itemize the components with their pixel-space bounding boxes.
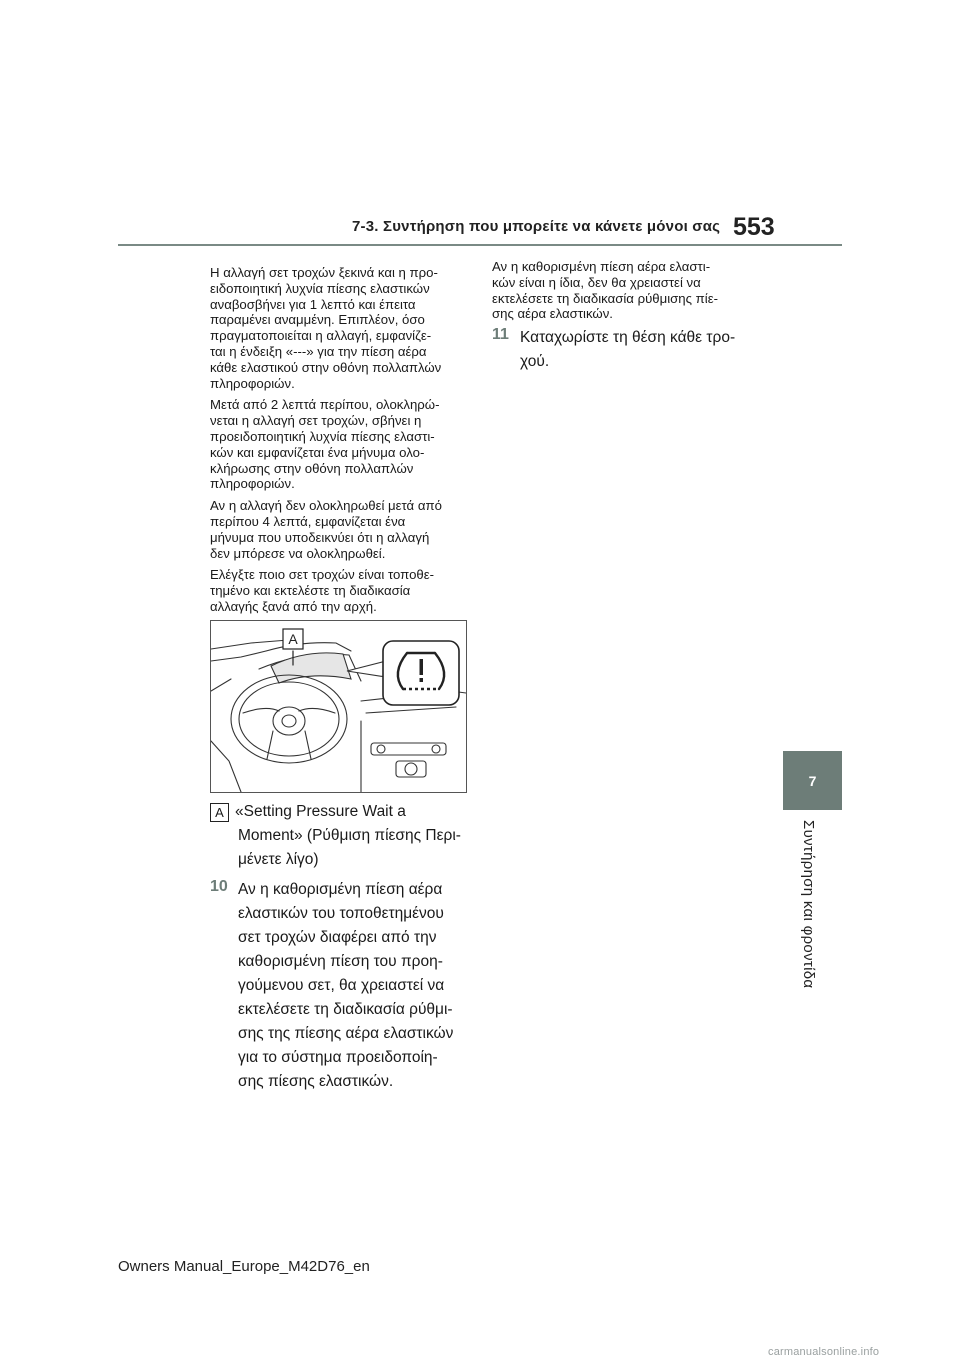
chapter-tab	[783, 751, 842, 810]
paragraph: Ελέγξτε ποιο σετ τροχών είναι τοποθε- τημένο και εκτελέστε τη διαδικασία αλλαγής ξανά από την αρχή.	[210, 567, 435, 614]
chapter-number: 7	[808, 772, 817, 789]
header-rule	[118, 244, 842, 246]
caption-text: μένετε λίγο)	[238, 851, 319, 868]
step-text: Καταχωρίστε τη θέση κάθε τρο- χού.	[520, 329, 736, 370]
watermark: carmanualsonline.info	[768, 1346, 880, 1358]
right-column	[492, 259, 762, 328]
paragraph: Αν η αλλαγή δεν ολοκληρωθεί μετά από περίπου 4 λεπτά, εμφανίζεται ένα μήνυμα που υποδεικνύει ότι η αλλαγή δεν μπόρεσε να ολοκληρωθεί.	[210, 498, 442, 561]
tire-pressure-warning-icon	[383, 641, 459, 705]
step-11	[492, 326, 762, 386]
step-number: 10	[210, 878, 228, 895]
chapter-label: Συντήρηση και φροντίδα	[800, 820, 817, 989]
footer-text: Owners Manual_Europe_M42D76_en	[118, 1258, 370, 1275]
section-title: 7-3. Συντήρηση που μπορείτε να κάνετε μόνοι σας	[352, 218, 721, 235]
step-number: 11	[492, 326, 509, 343]
paragraph: Η αλλαγή σετ τροχών ξεκινά και η προ- ειδοποιητική λυχνία πίεσης ελαστικών αναβοσβήνει για 1 λεπτό και έπειτα παραμένει αναμμένη. Επιπλέον, όσο πραγματοποιείται η αλλαγή, εμφανίζε- ται η ένδειξη «---» για την πίεση αέρα κάθε ελαστικού στην οθόνη πολλαπλών πληροφοριών.	[210, 265, 442, 391]
dashboard-drawing	[211, 621, 466, 792]
paragraph: Μετά από 2 λεπτά περίπου, ολοκληρώ- νεται η αλλαγή σετ τροχών, σβήνει η προειδοποιητική λυχνία πίεσης ελαστι- κών και εμφανίζεται ένα μήνυμα ολο- κλήρωσης στην οθόνη πολλαπλών πληροφοριών.	[210, 397, 440, 492]
step-10	[210, 878, 480, 1098]
caption-text: «Setting Pressure Wait a	[235, 803, 406, 820]
caption-label-a: A	[210, 803, 229, 822]
page-number: 553	[733, 213, 775, 241]
callout-a	[283, 629, 303, 649]
caption-text: Moment» (Ρύθμιση πίεσης Περι-	[238, 827, 461, 844]
svg-text:A: A	[288, 631, 298, 647]
dashboard-illustration	[210, 620, 467, 793]
step-text: Αν η καθορισμένη πίεση αέρα ελαστικών του τοποθετημένου σετ τροχών διαφέρει από την καθορισμένη πίεση του προη- γούμενου σετ, θα χρειαστεί να εκτελέσετε τη διαδικασία ρύθμι- σης της πίεσης αέρα ελαστικών για το σύστημα προειδοποίη- σης πίεσης ελαστικών.	[238, 881, 454, 1090]
illustration-caption	[210, 800, 475, 872]
paragraph: Αν η καθορισμένη πίεση αέρα ελαστι- κών είναι η ίδια, δεν θα χρειαστεί να εκτελέσετε τη διαδικασία ρύθμισης πίε- σης αέρα ελαστικών.	[492, 259, 718, 322]
left-column	[210, 265, 472, 621]
